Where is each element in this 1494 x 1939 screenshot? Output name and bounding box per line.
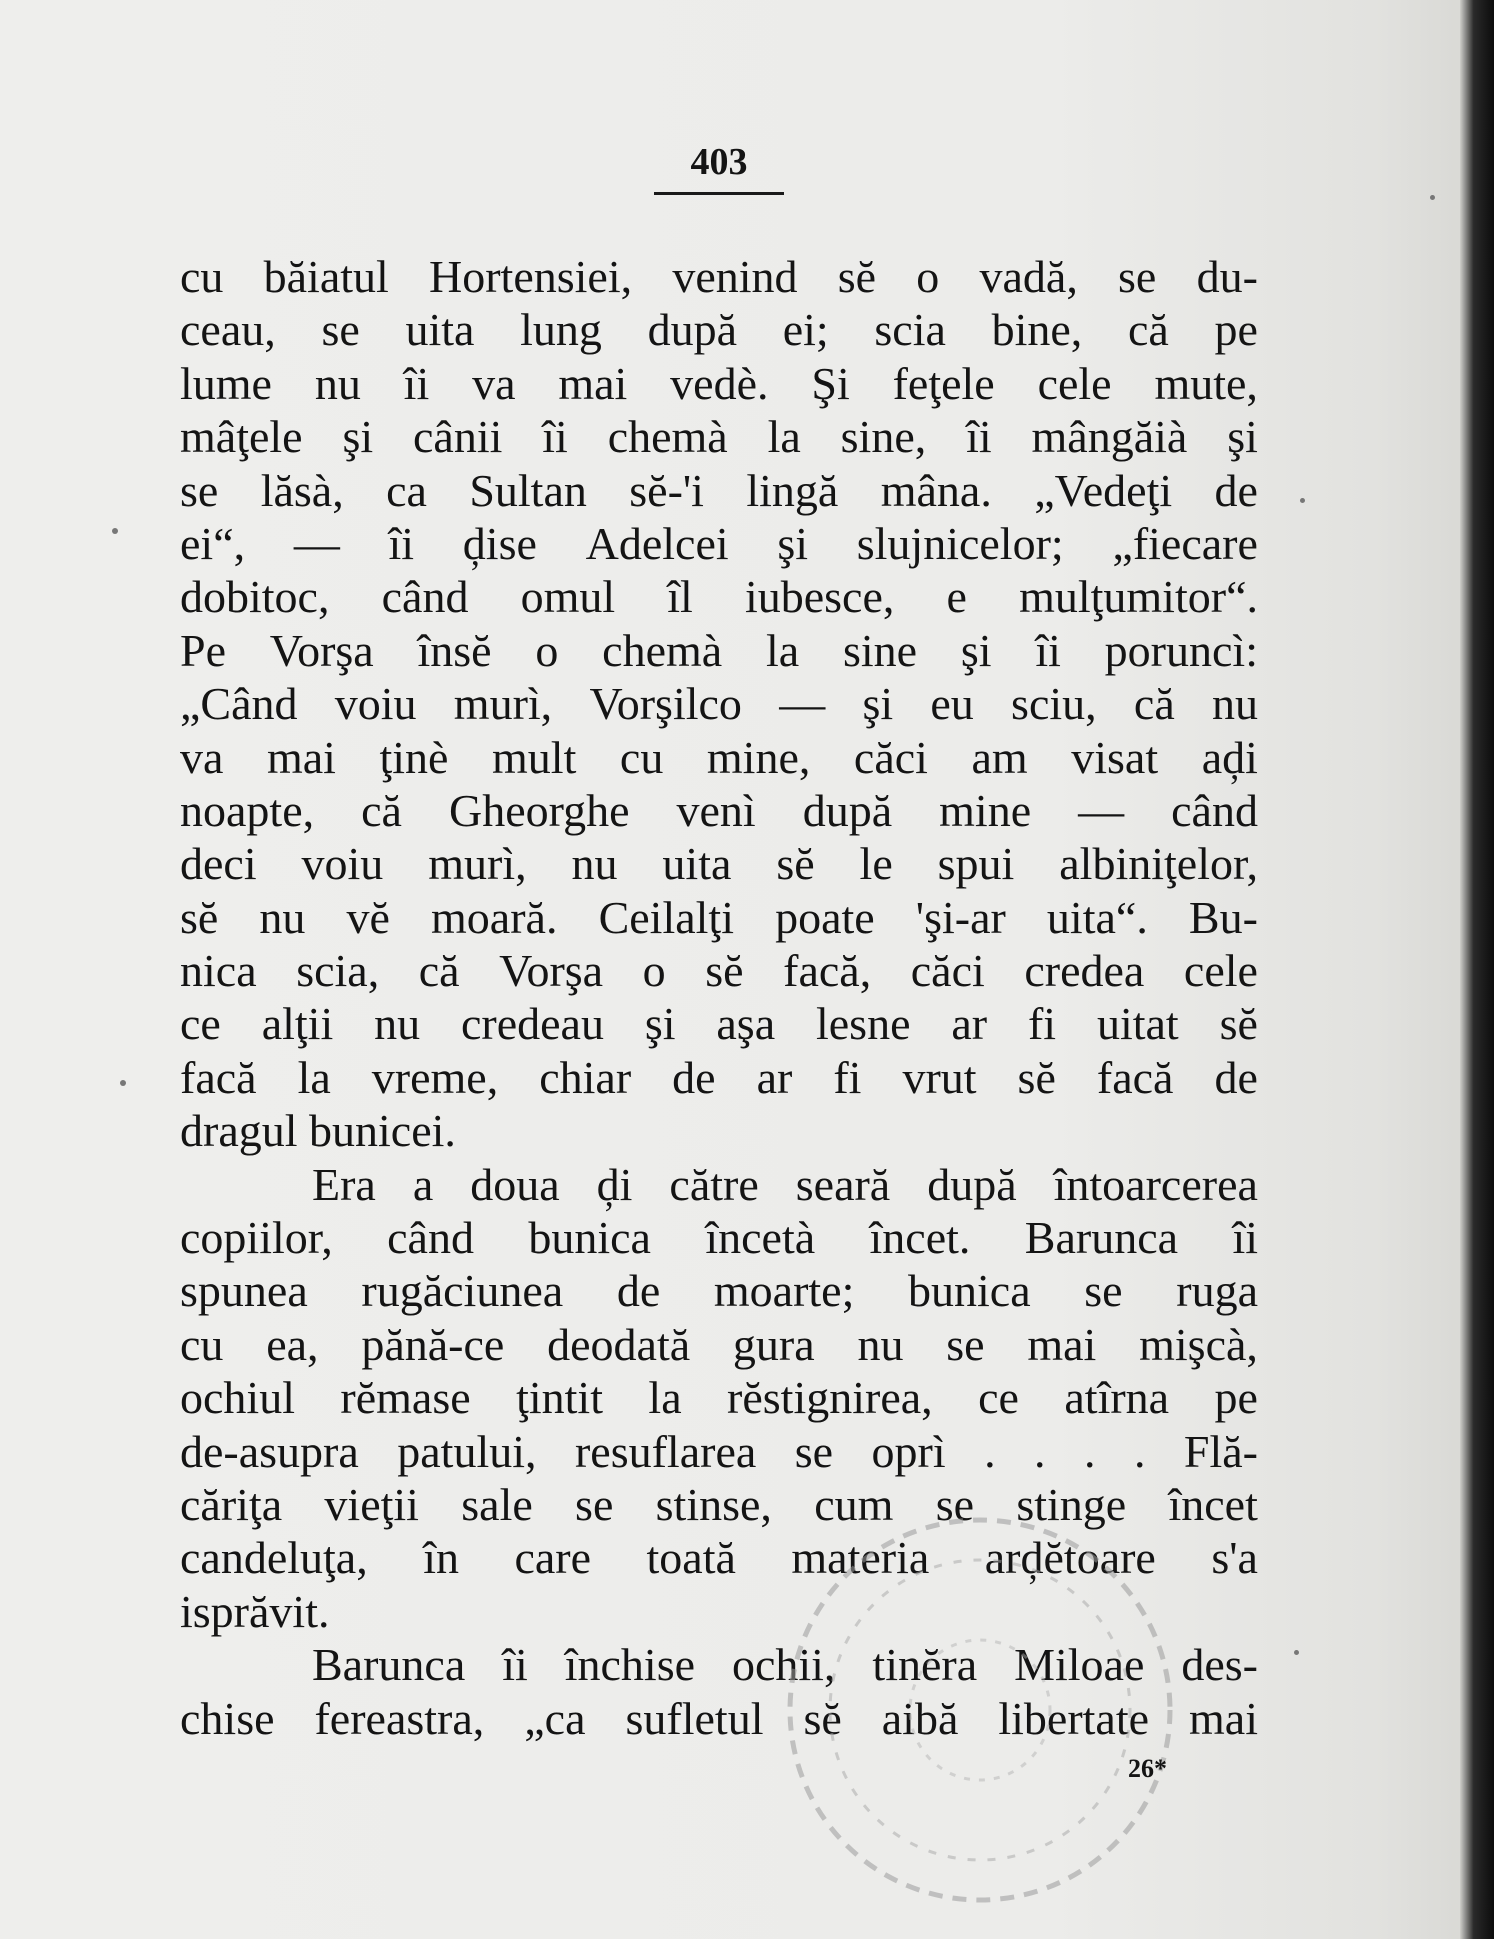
word: la <box>297 1051 331 1103</box>
word: care <box>514 1532 592 1584</box>
word: arḑĕtoare <box>984 1532 1156 1584</box>
word: scia, <box>296 945 380 997</box>
word: chemà <box>607 411 728 463</box>
word: tinĕra <box>872 1639 978 1691</box>
word: Pe <box>180 624 226 676</box>
word: iubesce, <box>744 571 895 623</box>
text-line <box>180 1425 1258 1478</box>
word: când <box>381 571 469 623</box>
word: poruncì: <box>1104 624 1258 676</box>
word: cu <box>180 1318 224 1370</box>
word: murì, <box>453 678 553 730</box>
text-line <box>180 1318 1258 1371</box>
word: sciu, <box>1011 678 1097 730</box>
word: sine <box>842 624 918 676</box>
word: mâna. <box>880 464 992 516</box>
word: aḑi <box>1201 731 1258 783</box>
text-line <box>180 891 1258 944</box>
word: ca <box>386 464 427 516</box>
word: sĕ-'i <box>629 464 704 516</box>
word: ea, <box>266 1318 319 1370</box>
word: Era <box>312 1158 376 1210</box>
word: chise <box>180 1692 275 1744</box>
word: fi <box>833 1051 862 1103</box>
word: se <box>575 1478 614 1530</box>
word: sĕ <box>1219 998 1258 1050</box>
word: 'şi-ar <box>915 891 1006 943</box>
word: Vorşilco <box>589 678 742 730</box>
word: ceau, <box>180 304 276 356</box>
page-number-underline <box>654 192 784 195</box>
word: nu <box>259 891 306 943</box>
word: în <box>423 1532 459 1584</box>
word: vĕ <box>346 891 390 943</box>
paper-speck <box>112 528 118 534</box>
word: cânii <box>413 411 503 463</box>
word: o <box>535 624 559 676</box>
text-line <box>180 837 1258 890</box>
word: alţii <box>261 998 334 1050</box>
paper-speck <box>120 1080 126 1086</box>
word: ce <box>978 1372 1019 1424</box>
text-line <box>180 1371 1258 1424</box>
word: îi <box>1232 1212 1258 1264</box>
word: mai <box>558 357 628 409</box>
word: mulţumitor“. <box>1019 571 1258 623</box>
word: nica <box>180 945 257 997</box>
word: aibă <box>881 1692 959 1744</box>
word: cu <box>619 731 664 783</box>
word: moarte; <box>713 1265 855 1317</box>
word: întoarcerea <box>1053 1158 1258 1210</box>
text-line <box>180 303 1258 356</box>
word: mine <box>939 784 1032 836</box>
word: sĕ <box>1017 1051 1056 1103</box>
word: lume <box>180 357 272 409</box>
word: că <box>418 945 460 997</box>
word: . <box>984 1425 996 1477</box>
word: nu <box>314 357 361 409</box>
word: gura <box>732 1318 815 1370</box>
word: o <box>642 945 666 997</box>
word: de <box>672 1051 716 1103</box>
word: libertate <box>998 1692 1150 1744</box>
word: sĕ <box>803 1692 842 1744</box>
paper-speck <box>1300 498 1305 503</box>
word: căci <box>853 731 928 783</box>
word: mângăià <box>1031 411 1188 463</box>
word: visat <box>1071 731 1159 783</box>
word: slujnicelor; <box>856 517 1064 569</box>
word: venì <box>676 784 756 836</box>
text-line <box>180 517 1258 570</box>
word: stinge <box>1016 1478 1127 1530</box>
word: nu <box>857 1318 904 1370</box>
word: ei; <box>782 304 829 356</box>
word: Ceilalţi <box>598 891 734 943</box>
word: poate <box>775 891 875 943</box>
word: că <box>1133 678 1175 730</box>
word: ar <box>951 998 988 1050</box>
word: voiu <box>334 678 417 730</box>
word: se <box>935 1478 975 1530</box>
word: fi <box>1027 998 1057 1050</box>
word: „Vedeţi <box>1034 464 1173 516</box>
word: la <box>767 411 801 463</box>
word: pe <box>1214 1372 1258 1424</box>
word: patului, <box>397 1425 537 1477</box>
word: bine, <box>991 304 1083 356</box>
word: oprì <box>871 1425 946 1477</box>
word: Barunca <box>1024 1212 1179 1264</box>
word: dobitoc, <box>180 571 330 623</box>
word: rĕstignirea, <box>727 1372 933 1424</box>
word: am <box>971 731 1028 783</box>
word: s'a <box>1211 1532 1258 1584</box>
word: facă <box>180 1051 257 1103</box>
word: se <box>1084 1265 1123 1317</box>
word: căci <box>910 945 985 997</box>
word: toată <box>646 1532 736 1584</box>
word: că <box>1127 304 1169 356</box>
word: se <box>321 304 360 356</box>
word: dragul bunicei. <box>180 1105 456 1157</box>
word: rĕmase <box>340 1372 471 1424</box>
word: aşa <box>716 998 776 1050</box>
paper-speck <box>1294 1650 1299 1655</box>
word: cum <box>814 1478 894 1530</box>
word: ruga <box>1176 1265 1258 1317</box>
word: după <box>802 784 893 836</box>
word: cele <box>1183 945 1258 997</box>
text-line <box>180 1264 1258 1317</box>
word: „ca <box>524 1692 586 1744</box>
word: Flă- <box>1183 1425 1258 1477</box>
word: . <box>1034 1425 1046 1477</box>
word: vadă, <box>979 251 1078 302</box>
word: lesne <box>815 998 911 1050</box>
word: des- <box>1181 1639 1258 1691</box>
word: ei“, <box>180 517 246 569</box>
word: îi <box>502 1639 528 1691</box>
word: după <box>927 1158 1017 1210</box>
word: mişcà, <box>1139 1318 1258 1370</box>
library-stamp <box>770 1500 1190 1920</box>
word: sĕ <box>837 251 877 302</box>
word: venind <box>672 251 798 302</box>
word: Gheorghe <box>448 784 630 836</box>
word: uita <box>662 838 732 890</box>
text-line <box>180 464 1258 517</box>
word: cele <box>1037 357 1112 409</box>
word: lung <box>520 304 602 356</box>
word: ochii, <box>731 1639 836 1691</box>
word: ar <box>756 1051 793 1103</box>
word: . <box>1083 1425 1096 1477</box>
word: rugăciunea <box>361 1265 564 1317</box>
word: vedè. <box>670 357 769 409</box>
word: deci <box>180 838 257 890</box>
word: băiatul <box>263 251 389 302</box>
word: sine, <box>840 411 927 463</box>
text-line <box>180 731 1258 784</box>
word: „fiecare <box>1112 517 1258 569</box>
word: va <box>472 357 516 409</box>
word: nu <box>374 998 421 1050</box>
word: încet. <box>869 1212 971 1264</box>
word: du- <box>1196 251 1258 302</box>
word: ce <box>180 998 221 1050</box>
word: le <box>859 838 893 890</box>
text-line <box>180 1104 1258 1157</box>
word: mai <box>1027 1318 1097 1370</box>
word: uita“. <box>1046 891 1148 943</box>
word: vrut <box>902 1051 977 1103</box>
word: de-asupra <box>180 1425 359 1477</box>
word: şi <box>960 624 992 676</box>
word: la <box>765 624 800 676</box>
word: murì, <box>428 838 527 890</box>
word: vreme, <box>371 1051 499 1103</box>
word: deodată <box>547 1318 691 1370</box>
word: lăsà, <box>260 464 344 516</box>
word: bunica <box>908 1265 1031 1317</box>
word: încetà <box>705 1212 816 1264</box>
text-line <box>180 1211 1258 1264</box>
word: ḑi <box>596 1158 633 1210</box>
word: sĕ <box>776 838 815 890</box>
word: „Când <box>180 678 298 730</box>
text-line <box>180 784 1258 837</box>
word: de <box>1214 464 1258 516</box>
word: se <box>946 1318 985 1370</box>
word: îi <box>966 411 992 463</box>
word: scia <box>874 304 946 356</box>
word: încet <box>1168 1478 1258 1530</box>
word: sĕ <box>705 945 744 997</box>
word: facă <box>1096 1051 1174 1103</box>
word: nu <box>1212 678 1258 730</box>
word: a <box>412 1158 434 1210</box>
text-line <box>180 410 1258 463</box>
word: sale <box>461 1478 533 1530</box>
word: candeluţa, <box>180 1532 368 1584</box>
word: chiar <box>539 1051 632 1103</box>
word: nu <box>571 838 618 890</box>
word: o <box>916 251 940 302</box>
paper-speck <box>1430 195 1435 200</box>
word: că <box>361 784 402 836</box>
word: seară <box>795 1158 891 1210</box>
text-line <box>180 997 1258 1050</box>
word: — <box>779 678 826 730</box>
word: îi <box>388 517 415 569</box>
text-line <box>180 1158 1258 1211</box>
word: mai <box>1189 1692 1258 1744</box>
word: stinse, <box>655 1478 772 1530</box>
word: resuflarea <box>574 1425 757 1477</box>
word: copiilor, <box>180 1212 333 1264</box>
word: chemà <box>602 624 723 676</box>
word: căriţa <box>180 1478 283 1530</box>
word: credeau <box>460 998 604 1050</box>
word: pe <box>1214 304 1258 356</box>
word: se <box>794 1425 834 1477</box>
word: şi <box>777 517 809 569</box>
word: e <box>946 571 967 623</box>
word: facă, <box>783 945 872 997</box>
word: spui <box>937 838 1015 890</box>
word: uitat <box>1096 998 1179 1050</box>
word: lingă <box>746 464 839 516</box>
word: credea <box>1024 945 1145 997</box>
word: de <box>616 1265 661 1317</box>
word: Şi <box>811 357 850 409</box>
word: când <box>387 1212 474 1264</box>
word: se <box>180 464 219 516</box>
word: Sultan <box>469 464 587 516</box>
word: ḑise <box>462 517 537 569</box>
word: şi <box>342 411 374 463</box>
text-line <box>180 357 1258 410</box>
text-line <box>180 624 1258 677</box>
word: sufletul <box>625 1692 764 1744</box>
word: mute, <box>1154 357 1258 409</box>
word: noapte, <box>180 784 315 836</box>
word: după <box>647 304 738 356</box>
word: sĕ <box>180 891 219 943</box>
word: mâţele <box>180 411 303 463</box>
word: — <box>1078 784 1125 836</box>
word: şi <box>862 678 894 730</box>
word: şi <box>1227 411 1258 463</box>
word: Vorşa <box>499 945 604 997</box>
word: ţintit <box>516 1372 603 1424</box>
word: către <box>669 1158 759 1210</box>
word: va <box>180 731 224 783</box>
word: Bu- <box>1188 891 1258 943</box>
word: şi <box>644 998 676 1050</box>
word: când <box>1171 784 1258 836</box>
word: mult <box>492 731 577 783</box>
word: — <box>293 517 340 569</box>
word: ochiul <box>180 1372 295 1424</box>
word: uita <box>405 304 475 356</box>
word: îi <box>1035 624 1061 676</box>
word: spunea <box>180 1265 308 1317</box>
word: bunica <box>528 1212 651 1264</box>
word: . <box>1133 1425 1146 1477</box>
word: Vorşa <box>269 624 374 676</box>
text-line <box>180 250 1258 303</box>
text-line <box>180 1051 1258 1104</box>
word: moară. <box>431 891 558 943</box>
word: Hortensiei, <box>429 251 633 302</box>
word: mine, <box>706 731 811 783</box>
word: însĕ <box>417 624 492 676</box>
word: cu <box>180 251 224 302</box>
word: fereastra, <box>314 1692 485 1744</box>
word: pănă-ce <box>361 1318 505 1370</box>
word: ţinè <box>379 731 449 783</box>
word: la <box>648 1372 682 1424</box>
text-line <box>180 677 1258 730</box>
signature-mark: 26* <box>1128 1754 1167 1783</box>
word: albiniţelor, <box>1059 838 1258 890</box>
word: mai <box>266 731 336 783</box>
page-number: 403 <box>690 141 748 183</box>
word: Barunca <box>312 1639 466 1691</box>
word: voiu <box>301 838 384 890</box>
word: isprăvit. <box>180 1585 330 1637</box>
word: feţele <box>892 357 995 409</box>
word: se <box>1118 251 1157 302</box>
word: omul <box>520 571 616 623</box>
page-edge-shadow <box>1460 0 1494 1939</box>
word: Miloae <box>1014 1639 1145 1691</box>
word: îi <box>403 357 430 409</box>
word: Adelcei <box>585 517 729 569</box>
word: îl <box>667 571 693 623</box>
text-line <box>180 570 1258 623</box>
word: atîrna <box>1064 1372 1170 1424</box>
word: materia <box>791 1532 930 1584</box>
word: doua <box>470 1158 560 1210</box>
word: eu <box>930 678 974 730</box>
text-line <box>180 944 1258 997</box>
word: închise <box>564 1639 696 1691</box>
word: îi <box>542 411 568 463</box>
word: vieţii <box>324 1478 419 1530</box>
word: de <box>1214 1051 1258 1103</box>
